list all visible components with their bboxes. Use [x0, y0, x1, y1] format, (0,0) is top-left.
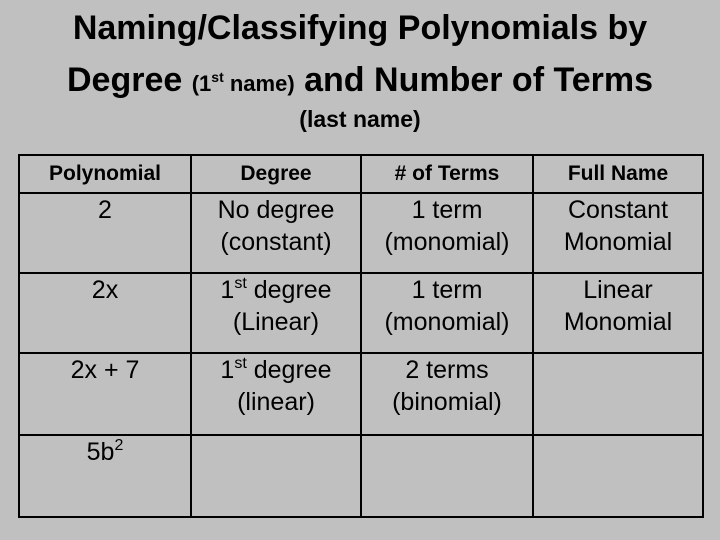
- cell-degree: [191, 273, 361, 353]
- table-row: [19, 353, 703, 435]
- cell-number-of-terms: [361, 353, 533, 435]
- table-row: [19, 435, 703, 517]
- cell-polynomial: $5b^2$: [19, 435, 191, 517]
- terms-line-2: (monomial): [384, 228, 510, 256]
- full-name-line-2: Monomial: [563, 228, 673, 256]
- cell-polynomial: 2x: [19, 273, 191, 353]
- degree-line-1: 1st degree: [220, 355, 332, 384]
- header-polynomial: Polynomial: [19, 155, 191, 193]
- cell-full-name: [533, 353, 703, 435]
- cell-number-of-terms: [361, 193, 533, 273]
- title-first-name-note: (1st name): [191, 69, 295, 96]
- cell-full-name: [533, 435, 703, 517]
- title-number-of-terms-text: and Number of Terms: [304, 61, 653, 99]
- cell-full-name: [533, 273, 703, 353]
- terms-line-2: (binomial): [392, 388, 502, 416]
- page-title-line-2: [0, 58, 720, 106]
- polynomial-classification-table: [18, 154, 704, 518]
- table-header-row: [19, 155, 703, 193]
- terms-line-1: 2 terms: [405, 356, 489, 384]
- cell-number-of-terms: [361, 435, 533, 517]
- table-row: [19, 273, 703, 353]
- terms-line-2: (monomial): [384, 308, 510, 336]
- full-name-line-2: Monomial: [563, 308, 673, 336]
- degree-line-1: 1st degree: [220, 275, 332, 304]
- degree-line-1: No degree: [217, 196, 335, 224]
- full-name-line-1: Linear: [583, 276, 653, 304]
- title-degree-text: Degree: [67, 61, 183, 99]
- terms-line-1: 1 term: [411, 196, 483, 224]
- page-title-line-3: (last name): [299, 106, 421, 132]
- header-degree: Degree: [191, 155, 361, 193]
- page-title-line-1: Naming/Classifying Polynomials by: [72, 9, 648, 47]
- header-number-of-terms: # of Terms: [361, 155, 533, 193]
- cell-degree: [191, 353, 361, 435]
- terms-line-1: 1 term: [411, 276, 483, 304]
- cell-degree: [191, 435, 361, 517]
- cell-full-name: [533, 193, 703, 273]
- full-name-line-1: Constant: [567, 196, 669, 224]
- cell-degree: [191, 193, 361, 273]
- degree-line-2: (linear): [237, 388, 315, 416]
- degree-line-2: (constant): [220, 228, 332, 256]
- header-full-name: Full Name: [533, 155, 703, 193]
- cell-number-of-terms: [361, 273, 533, 353]
- cell-polynomial: 2: [19, 193, 191, 273]
- degree-line-2: (Linear): [232, 308, 320, 336]
- cell-polynomial: 2x + 7: [19, 353, 191, 435]
- table-row: [19, 193, 703, 273]
